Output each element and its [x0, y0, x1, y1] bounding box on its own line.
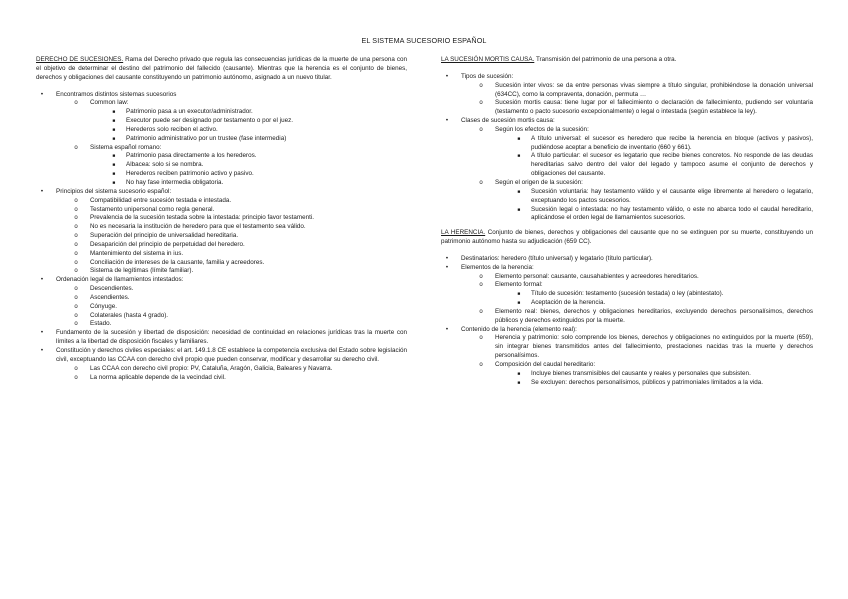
- list-item-text: Tipos de sucesión:: [461, 72, 514, 80]
- list-item: [108, 170, 407, 179]
- list-item-text: Sistema de legítimas (límite familiar).: [90, 267, 194, 275]
- list-item-clases: [441, 117, 813, 223]
- list-item: [513, 188, 813, 206]
- bullet-square-icon: ■: [112, 136, 116, 142]
- list-item-text: Según el origen de la sucesión:: [495, 178, 583, 186]
- list-item-elementos: [441, 264, 813, 326]
- list-item: [513, 370, 813, 379]
- list-item-text: Elemento real: bienes, derechos y obligaciones hereditarios, excluyendo derechos personalísimos, derechos públicos y derechos extinguidos por la muerte.: [495, 307, 813, 324]
- list-item: [108, 152, 407, 161]
- list-item-text: Patrimonio pasa a un executor/administrador.: [126, 108, 253, 116]
- list-item: [70, 294, 407, 303]
- list-item: [70, 365, 407, 374]
- herencia-text: Conjunto de bienes, derechos y obligaciones del causante que no se extinguen por su muerte, constituyendo un patrimonio autónomo hasta su adjudicación (659 CC).: [441, 229, 813, 246]
- right-column: [441, 56, 813, 388]
- list-item-text: Descendientes.: [90, 285, 134, 293]
- list-item-text: Aceptación de la herencia.: [531, 299, 606, 307]
- list-item: [108, 117, 407, 126]
- bullet-circle-icon: o: [479, 126, 483, 133]
- bullet-circle-icon: o: [74, 233, 78, 240]
- bullet-square-icon: ■: [517, 154, 521, 160]
- list-item-text: Colaterales (hasta 4 grado).: [90, 311, 169, 319]
- list-item-text: Según los efectos de la sucesión:: [495, 125, 589, 133]
- left-main-list: [36, 91, 407, 383]
- romano-sublist: [108, 152, 407, 187]
- bullet-circle-icon: o: [479, 179, 483, 186]
- bullet-dot-icon: •: [40, 90, 44, 98]
- right-main-list-2: [441, 255, 813, 388]
- list-item-text: Sucesión legal o intestada: no hay testamento válido, o este no abarca todo el caudal hereditario, aplicándose el orden legal de llamamientos sucesorios.: [531, 205, 813, 222]
- bullet-square-icon: ■: [517, 292, 521, 298]
- list-item-text: Superación del principio de universalidad hereditaria.: [90, 232, 239, 240]
- list-item-text: Patrimonio pasa directamente a los herederos.: [126, 152, 257, 160]
- list-item: [108, 126, 407, 135]
- list-item-text: La norma aplicable depende de la vecindad civil.: [90, 373, 226, 381]
- list-item: [70, 320, 407, 329]
- left-column: [36, 56, 407, 382]
- list-item: [70, 250, 407, 259]
- bullet-circle-icon: o: [74, 224, 78, 231]
- list-item-text: Compatibilidad entre sucesión testada e intestada.: [90, 196, 232, 204]
- ordenacion-sublist: [70, 285, 407, 329]
- list-item-text: Estado.: [90, 320, 112, 328]
- list-item-contenido: [441, 326, 813, 388]
- herencia-heading: LA HERENCIA.: [441, 229, 486, 237]
- intro-text: Rama del Derecho privado que regula las consecuencias jurídicas de la muerte de una persona con el objetivo de determinar el destino del patrimonio del fallecido (causante). Mientras que la herencia es el conjunto de bienes, derechos y obligaciones del causante constituyendo un patrimonio autónomo, asignado a un nuevo titular.: [36, 56, 407, 81]
- bullet-square-icon: ■: [112, 110, 116, 116]
- page-title: EL SISTEMA SUCESORIO ESPAÑOL: [361, 36, 487, 45]
- list-item: [513, 135, 813, 153]
- list-item-common-law: [70, 99, 407, 143]
- list-item-text: Sucesión inter vivos: se da entre personas vivas siempre a título singular, prohibiéndose la donación universal (634CC), como la compraventa, donación, permuta …: [495, 81, 813, 98]
- list-item-text: Desaparición del principio de perpetuidad del heredero.: [90, 240, 245, 248]
- bullet-dot-icon: •: [40, 187, 44, 195]
- list-item: [475, 82, 813, 100]
- list-item-text: Destinatarios: heredero (título universal) y legatario (título particular).: [461, 254, 653, 262]
- list-item-romano: [70, 144, 407, 188]
- list-item: [108, 135, 407, 144]
- intro-heading: DERECHO DE SUCESIONES.: [36, 56, 124, 63]
- list-item-text: Sucesión voluntaria: hay testamento válido y el causante elige libremente al heredero o legatario, exceptuando los pactos sucesorios.: [531, 187, 813, 204]
- bullet-circle-icon: o: [74, 144, 78, 151]
- bullet-dot-icon: •: [40, 347, 44, 354]
- bullet-square-icon: ■: [112, 127, 116, 133]
- list-item-principios: [36, 188, 407, 276]
- bullet-circle-icon: o: [479, 273, 483, 280]
- list-item: [70, 312, 407, 321]
- principios-sublist: [70, 197, 407, 277]
- list-item: [513, 206, 813, 224]
- list-item-text: Encontramos distintos sistemas sucesorios: [56, 90, 177, 98]
- intro-paragraph: [36, 56, 407, 83]
- constitucion-sublist: [70, 365, 407, 383]
- list-item-text: Ascendientes.: [90, 293, 130, 301]
- bullet-square-icon: ■: [517, 301, 521, 307]
- bullet-circle-icon: o: [74, 294, 78, 301]
- list-item: [475, 308, 813, 326]
- bullet-dot-icon: •: [445, 117, 449, 125]
- contenido-sublist: [475, 334, 813, 387]
- bullet-circle-icon: o: [479, 82, 483, 89]
- list-item: [70, 223, 407, 232]
- list-item-destinatarios: [441, 255, 813, 264]
- list-item-ordenacion: [36, 276, 407, 329]
- bullet-square-icon: ■: [112, 154, 116, 160]
- list-item-composicion: [475, 361, 813, 388]
- bullet-circle-icon: o: [74, 374, 78, 381]
- list-item: [513, 152, 813, 179]
- tipos-sublist: [475, 82, 813, 117]
- list-item-text: Herederos reciben patrimonio activo y pasivo.: [126, 170, 254, 178]
- list-item: [513, 290, 813, 299]
- list-item-text: Las CCAA con derecho civil propio: PV, Cataluña, Aragón, Galicia, Baleares y Navarra.: [90, 364, 333, 372]
- list-item: [70, 259, 407, 268]
- bullet-dot-icon: •: [40, 276, 44, 284]
- list-item-text: Common law:: [90, 99, 129, 107]
- efectos-sublist: [513, 135, 813, 179]
- bullet-circle-icon: o: [74, 268, 78, 275]
- bullet-circle-icon: o: [74, 197, 78, 204]
- list-item: [70, 267, 407, 276]
- list-item-text: Contenido de la herencia (elemento real):: [461, 325, 577, 333]
- list-item-text: Composición del caudal hereditario:: [495, 361, 596, 368]
- mortis-paragraph: [441, 56, 813, 65]
- list-item: [70, 303, 407, 312]
- origen-sublist: [513, 188, 813, 223]
- list-item-text: No hay fase intermedia obligatoria.: [126, 178, 224, 186]
- bullet-circle-icon: o: [479, 308, 483, 315]
- bullet-circle-icon: o: [74, 321, 78, 328]
- list-item-text: Clases de sucesión mortis causa:: [461, 117, 555, 125]
- list-item-text: Sucesión mortis causa: tiene lugar por el fallecimiento o declaración de fallecimiento, pudiendo ser voluntaria (testamento o pacto sucesorio excepcionalmente) o legal o intestada (según establece la ley).: [495, 99, 813, 116]
- bullet-circle-icon: o: [74, 250, 78, 257]
- list-item-text: Incluye bienes transmisibles del causante y reales y personales que subsisten.: [531, 369, 751, 377]
- list-item: [108, 108, 407, 117]
- herencia-paragraph: [441, 229, 813, 247]
- list-item-text: Prevalencia de la sucesión testada sobre la intestada: principio favor testamenti.: [90, 214, 315, 222]
- list-item-text: Se excluyen: derechos personalísimos, públicos y patrimoniales limitados a la vida.: [531, 378, 764, 386]
- list-item-text: Patrimonio administrativo por un trustee (fase intermedia): [126, 134, 287, 142]
- bullet-circle-icon: o: [74, 365, 78, 372]
- list-item: [70, 206, 407, 215]
- composicion-sublist: [513, 370, 813, 388]
- list-item-constitucion: [36, 347, 407, 382]
- list-item-text: Principios del sistema sucesorio español:: [56, 187, 172, 195]
- list-item-text: Conciliación de intereses de la causante, familia y acreedores.: [90, 258, 265, 266]
- bullet-square-icon: ■: [517, 207, 521, 213]
- list-item-text: Ordenación legal de llamamientos intestados:: [56, 276, 184, 284]
- list-item-efectos: [475, 126, 813, 179]
- list-item: [475, 273, 813, 282]
- right-main-list-1: [441, 73, 813, 223]
- list-item: [70, 197, 407, 206]
- bullet-square-icon: ■: [517, 380, 521, 386]
- bullet-square-icon: ■: [112, 180, 116, 186]
- common-law-sublist: [108, 108, 407, 143]
- bullet-circle-icon: o: [479, 335, 483, 342]
- list-item: [475, 99, 813, 117]
- bullet-circle-icon: o: [74, 259, 78, 266]
- bullet-square-icon: ■: [517, 189, 521, 195]
- mortis-text: Transmisión del patrimonio de una persona a otra.: [534, 56, 677, 63]
- list-item: [70, 232, 407, 241]
- list-item-text: Elemento personal: causante, causahabientes y acreedores hereditarios.: [495, 272, 699, 280]
- bullet-circle-icon: o: [74, 286, 78, 293]
- bullet-dot-icon: •: [445, 72, 449, 80]
- bullet-dot-icon: •: [445, 325, 449, 333]
- list-item: [475, 334, 813, 361]
- bullet-circle-icon: o: [74, 312, 78, 319]
- bullet-circle-icon: o: [74, 241, 78, 248]
- bullet-square-icon: ■: [112, 163, 116, 169]
- list-item-fundamento: [36, 329, 407, 347]
- list-item-sistemas: [36, 91, 407, 188]
- bullet-dot-icon: •: [40, 329, 44, 337]
- list-item: [70, 374, 407, 383]
- list-item-text: Herederos solo reciben el activo.: [126, 125, 218, 133]
- bullet-square-icon: ■: [517, 371, 521, 377]
- list-item-text: Fundamento de la sucesión y libertad de disposición: necesidad de continuidad en relaciones jurídicas tras la muerte con límites a la libertad de disposición fiscales y familiares.: [56, 329, 407, 346]
- bullet-square-icon: ■: [112, 172, 116, 178]
- list-item-origen: [475, 179, 813, 223]
- list-item-text: Albacea: solo si se nombra.: [126, 161, 204, 169]
- list-item: [70, 214, 407, 223]
- bullet-circle-icon: o: [479, 100, 483, 107]
- list-item-text: Título de sucesión: testamento (sucesión testada) o ley (abintestato).: [531, 290, 724, 298]
- list-item-tipos: [441, 73, 813, 117]
- bullet-square-icon: ■: [517, 136, 521, 142]
- list-item: [513, 379, 813, 388]
- bullet-circle-icon: o: [74, 215, 78, 222]
- list-item-text: Constitución y derechos civiles especiales: el art. 149.1.8 CE establece la competencia exclusiva del Estado sobre legislación civil, exceptuando las CCAA con derecho civil propio que pueden conservar, modificar y desarrollar su derecho civil.: [56, 347, 407, 363]
- clases-sublist: [475, 126, 813, 223]
- bullet-circle-icon: o: [479, 282, 483, 289]
- sistemas-sublist: [70, 99, 407, 187]
- bullet-circle-icon: o: [74, 303, 78, 310]
- formal-sublist: [513, 290, 813, 308]
- bullet-circle-icon: o: [74, 100, 78, 107]
- list-item: [108, 179, 407, 188]
- list-item-text: A título particular: el sucesor es legatario que recibe bienes concretos. No responde de las deudas hereditarias salvo dentro del valor del legado y tampoco asume el conjunto de derechos y obligaciones del causante.: [531, 152, 813, 178]
- list-item: [108, 161, 407, 170]
- list-item-text: Executor puede ser designado por testamento o por el juez.: [126, 117, 293, 125]
- mortis-heading: LA SUCESIÓN MORTIS CAUSA.: [441, 56, 535, 63]
- list-item-text: Testamento unipersonal como regla general.: [90, 205, 215, 213]
- list-item-text: Cónyuge.: [90, 302, 117, 310]
- list-item-text: Elemento formal:: [495, 281, 543, 289]
- bullet-circle-icon: o: [479, 362, 483, 368]
- elementos-sublist: [475, 273, 813, 326]
- bullet-square-icon: ■: [112, 119, 116, 125]
- list-item-text: Herencia y patrimonio: solo comprende los bienes, derechos y obligaciones no extinguidos por la muerte (659), sin integrar bienes transmitidos antes del fallecimiento, prestaciones nacidas tras la muerte y derechos personalísimos.: [495, 334, 813, 360]
- list-item-text: Sistema español romano:: [90, 143, 162, 151]
- list-item-text: A título universal: el sucesor es heredero que recibe la herencia en bloque (activos y pasivos), pudiéndose aceptar a beneficio de inventario (660 y 661).: [531, 134, 813, 151]
- list-item: [70, 241, 407, 250]
- list-item: [70, 285, 407, 294]
- list-item-text: Mantenimiento del sistema in ius.: [90, 249, 184, 257]
- list-item-formal: [475, 281, 813, 308]
- list-item: [513, 299, 813, 308]
- list-item-text: Elementos de la herencia:: [461, 263, 534, 271]
- bullet-circle-icon: o: [74, 206, 78, 213]
- bullet-dot-icon: •: [445, 254, 449, 262]
- bullet-dot-icon: •: [445, 263, 449, 271]
- list-item-text: No es necesaria la institución de heredero para que el testamento sea válido.: [90, 223, 306, 231]
